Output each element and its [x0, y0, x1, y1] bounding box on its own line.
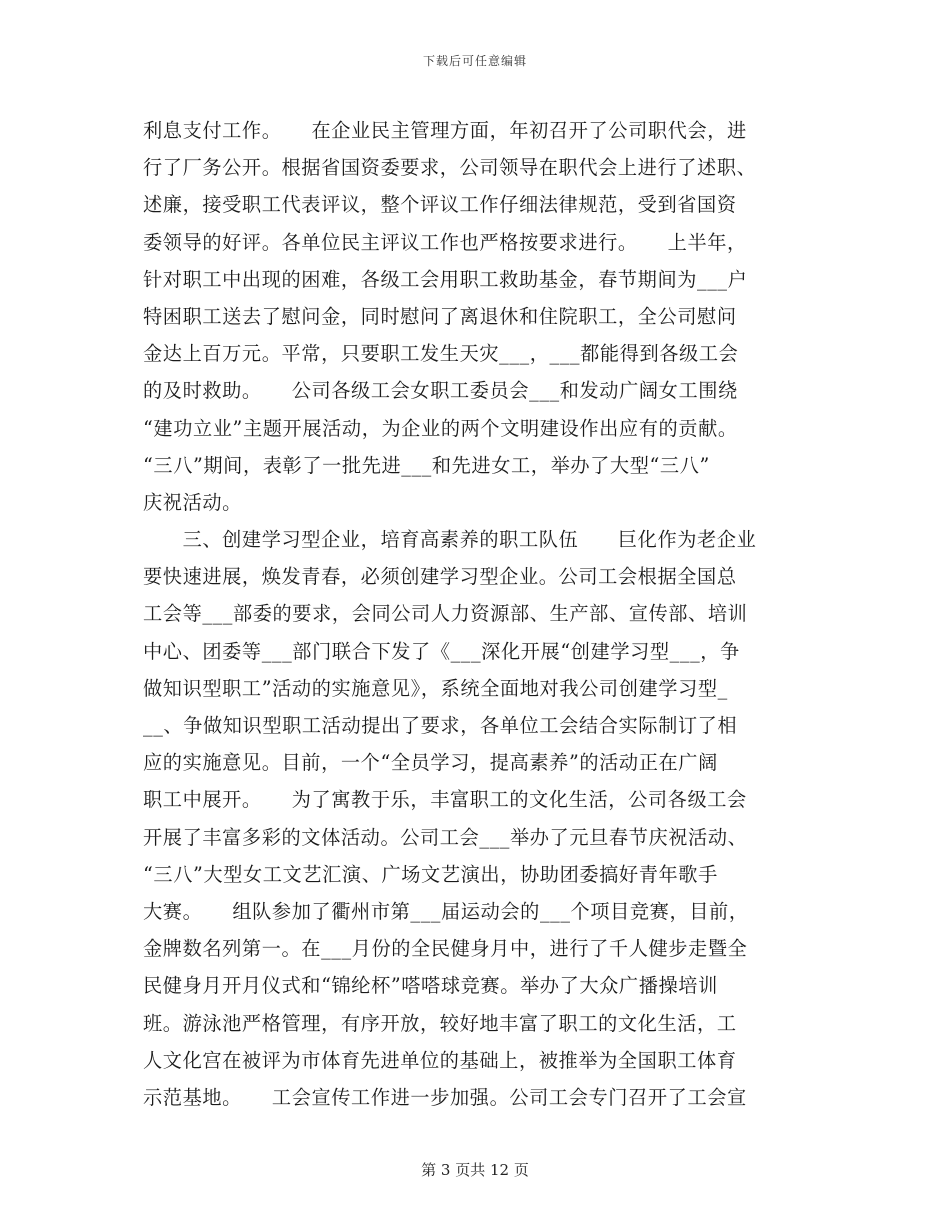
text-line: 民健身月开月仪式和“锦纶杯”嗒嗒球竞赛。举办了大众广播操培训	[143, 974, 718, 998]
page-header: 下载后可任意编辑	[422, 54, 527, 68]
text-line: 金牌数名列第一。在___月份的全民健身月中，进行了千人健步走暨全	[143, 937, 748, 961]
section-heading-line: 三、创建学习型企业，培育高素养的职工队伍 巨化作为老企业	[143, 528, 757, 552]
text-line: 行了厂务公开。根据省国资委要求，公司领导在职代会上进行了述职、	[143, 156, 757, 180]
text-line: 班。游泳池严格管理，有序开放，较好地丰富了职工的文化生活，工	[143, 1011, 737, 1035]
text-line: 金达上百万元。平常，只要职工发生天灾___，___都能得到各级工会	[143, 342, 739, 366]
text-line: 中心、团委等___部门联合下发了《___深化开展“创建学习型___，争	[143, 639, 740, 663]
text-line: 利息支付工作。 在企业民主管理方面，年初召开了公司职代会，进	[143, 119, 747, 142]
text-line: 委领导的好评。各单位民主评议工作也严格按要求进行。 上半年，	[143, 230, 747, 254]
text-line: 要快速进展，焕发青春，必须创建学习型企业。公司工会根据全国总	[143, 565, 737, 589]
document-body	[143, 112, 807, 1116]
text-line: 针对职工中出现的困难，各级工会用职工救助基金，春节期间为___户	[143, 267, 748, 291]
text-line: 工会等___部委的要求，会同公司人力资源部、生产部、宣传部、培训	[143, 602, 748, 626]
text-line: “三八”期间，表彰了一批先进___和先进女工，举办了大型“三八”	[143, 453, 710, 477]
text-line: 做知识型职工”活动的实施意见》，系统全面地对我公司创建学习型_	[143, 676, 728, 700]
text-line: 应的实施意见。目前，一个“全员学习，提高素养”的活动正在广阔	[143, 751, 718, 775]
text-line: __、争做知识型职工活动提出了要求，各单位工会结合实际制订了相	[143, 714, 738, 737]
text-line: “建功立业”主题开展活动，为企业的两个文明建设作出应有的贡献。	[143, 416, 738, 440]
page-number: 第 3 页共 12 页	[421, 1161, 529, 1179]
text-line: 开展了丰富多彩的文体活动。公司工会___举办了元旦春节庆祝活动、	[143, 825, 748, 849]
text-line: 职工中展开。 为了寓教于乐，丰富职工的文化生活，公司各级工会	[143, 788, 747, 812]
text-line: 庆祝活动。	[143, 490, 242, 514]
text-line: 人文化宫在被评为市体育先进单位的基础上，被推举为全国职工体育	[143, 1048, 737, 1072]
text-line: 的及时救助。 公司各级工会女职工委员会___和发动广阔女工围绕	[143, 379, 738, 403]
text-line: 示范基地。 工会宣传工作进一步加强。公司工会专门召开了工会宣	[143, 1085, 747, 1109]
text-line: 述廉，接受职工代表评议，整个评议工作仔细法律规范，受到省国资	[143, 193, 737, 217]
text-line: 特困职工送去了慰问金，同时慰问了离退休和住院职工，全公司慰问	[143, 304, 737, 328]
text-line: “三八”大型女工文艺汇演、广场文艺演出，协助团委搞好青年歌手	[143, 862, 718, 886]
text-line: 大赛。 组队参加了衢州市第___届运动会的___个项目竞赛，目前，	[143, 899, 749, 923]
